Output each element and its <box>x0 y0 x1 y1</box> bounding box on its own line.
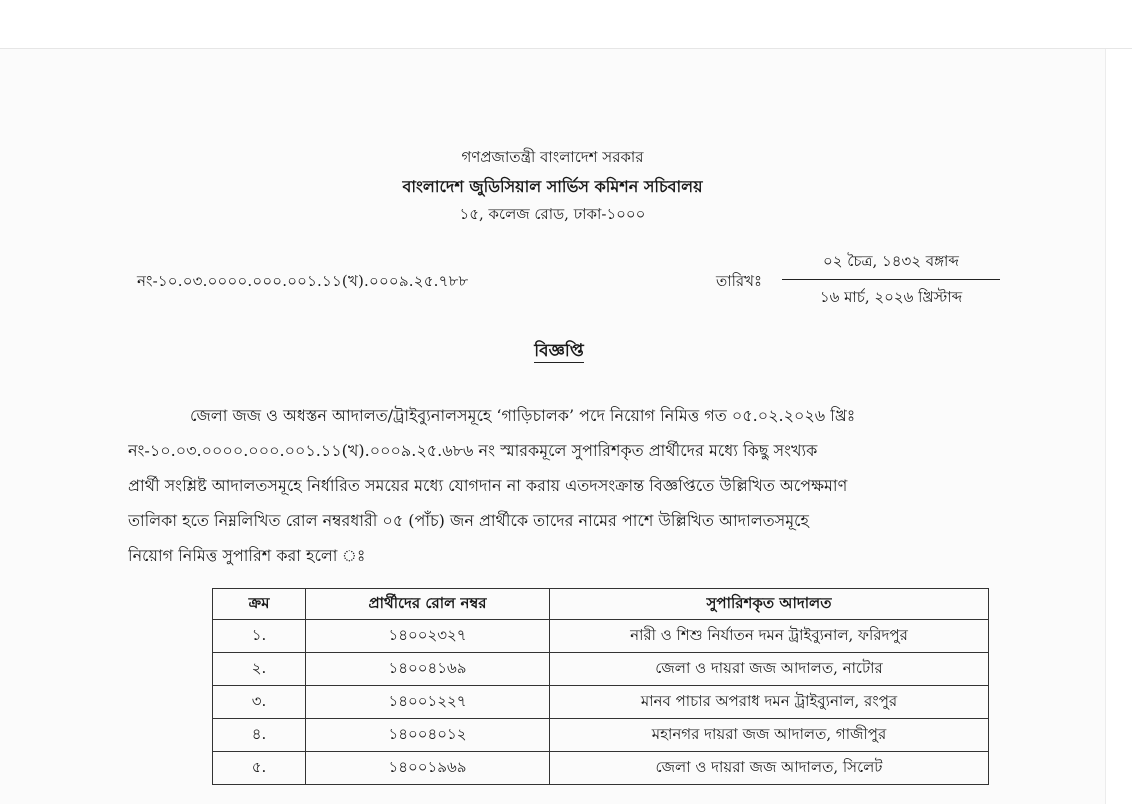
header-secretariat: বাংলাদেশ জুডিসিয়াল সার্ভিস কমিশন সচিবালয় <box>402 177 703 196</box>
right-gutter <box>1105 49 1132 804</box>
table-row <box>213 620 989 653</box>
memo-number: নং-১০.০৩.০০০০.০০০.০০১.১১(খ).০০০৯.২৫.৭৮৮ <box>137 272 469 290</box>
cell-serial: ৩. <box>213 686 306 719</box>
table-row <box>213 719 989 752</box>
col-header-serial: ক্রম <box>213 589 306 620</box>
col-header-court: সুপারিশকৃত আদালত <box>550 589 989 620</box>
cell-roll: ১৪০০১২২৭ <box>306 686 550 719</box>
date-gregorian: ১৬ মার্চ, ২০২৬ খ্রিস্টাব্দ <box>819 288 963 306</box>
col-header-roll: প্রার্থীদের রোল নম্বর <box>306 589 550 620</box>
header-government: গণপ্রজাতন্ত্রী বাংলাদেশ সরকার <box>461 148 644 166</box>
recommendation-table <box>212 588 989 785</box>
date-divider <box>782 279 1000 280</box>
viewer-top-bar <box>0 0 1132 49</box>
body-line: জেলা জজ ও অধস্তন আদালত/ট্রাইব্যুনালসমূহে ‘গাড়িচালক’ পদে নিয়োগ নিমিত্ত গত ০৫.০২.২০২৬ খ্রিঃ <box>190 406 856 425</box>
cell-court: মহানগর দায়রা জজ আদালত, গাজীপুর <box>550 719 989 752</box>
header-address: ১৫, কলেজ রোড, ঢাকা-১০০০ <box>459 205 646 223</box>
cell-roll: ১৪০০৪১৬৯ <box>306 653 550 686</box>
table-row <box>213 686 989 719</box>
cell-court: জেলা ও দায়রা জজ আদালত, সিলেট <box>550 752 989 785</box>
table-row <box>213 752 989 785</box>
table-header-row <box>213 589 989 620</box>
date-label: তারিখঃ <box>716 272 762 290</box>
cell-serial: ৪. <box>213 719 306 752</box>
table-row <box>213 653 989 686</box>
notice-title-text: বিজ্ঞপ্তি <box>534 341 584 361</box>
body-line: নং-১০.০৩.০০০০.০০০.০০১.১১(খ).০০০৯.২৫.৬৮৬ নং স্মারকমূলে সুপারিশকৃত প্রার্থীদের মধ্যে কিছু সংখ্যক <box>128 441 818 460</box>
body-line: প্রার্থী সংশ্লিষ্ট আদালতসমূহে নির্ধারিত সময়ের মধ্যে যোগদান না করায় এতদসংক্রান্ত বিজ্ঞপ্তিতে উল্লিখিত অপেক্ষমাণ <box>128 476 848 495</box>
cell-court: নারী ও শিশু নির্যাতন দমন ট্রাইব্যুনাল, ফরিদপুর <box>550 620 989 653</box>
cell-roll: ১৪০০২৩২৭ <box>306 620 550 653</box>
notice-body <box>128 398 992 573</box>
date-bangla: ০২ চৈত্র, ১৪৩২ বঙ্গাব্দ <box>823 252 959 270</box>
cell-roll: ১৪০০১৯৬৯ <box>306 752 550 785</box>
body-line: তালিকা হতে নিম্নলিখিত রোল নম্বরধারী ০৫ (পাঁচ) জন প্রার্থীকে তাদের নামের পাশে উল্লিখিত আদালতসমূহে <box>128 511 809 530</box>
notice-title <box>0 338 1118 366</box>
cell-court: মানব পাচার অপরাধ দমন ট্রাইব্যুনাল, রংপুর <box>550 686 989 719</box>
body-line: নিয়োগ নিমিত্ত সুপারিশ করা হলো ঃ <box>128 546 366 565</box>
cell-serial: ২. <box>213 653 306 686</box>
cell-roll: ১৪০০৪০১২ <box>306 719 550 752</box>
cell-serial: ১. <box>213 620 306 653</box>
cell-court: জেলা ও দায়রা জজ আদালত, নাটোর <box>550 653 989 686</box>
cell-serial: ৫. <box>213 752 306 785</box>
